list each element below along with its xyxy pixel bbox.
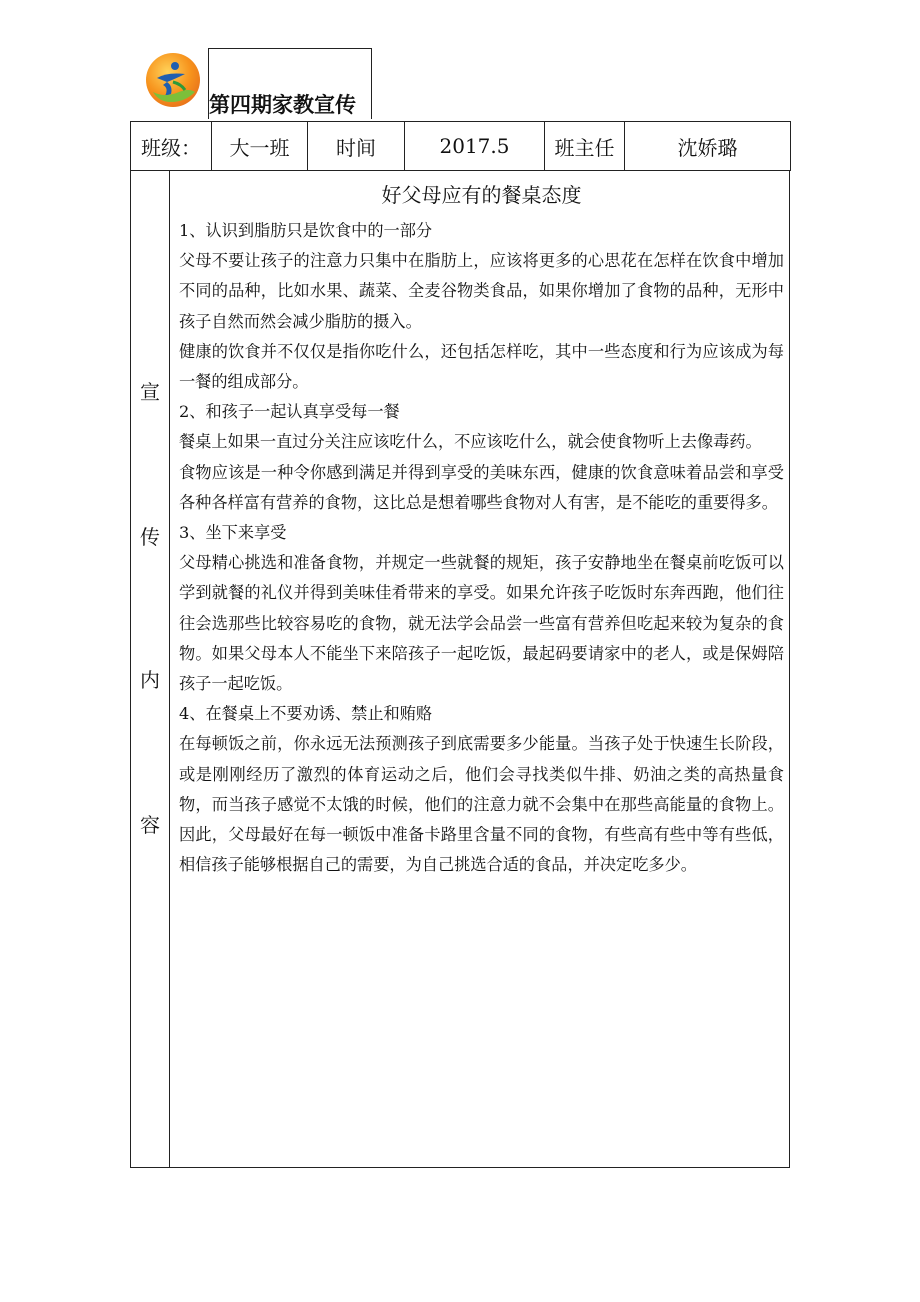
side-label-char: 传 bbox=[140, 525, 160, 549]
section-heading: 2、和孩子一起认真享受每一餐 bbox=[179, 402, 400, 422]
paragraph: 食物应该是一种令你感到满足并得到享受的美味东西，健康的饮食意味着品尝和享受各种各样富有营养的食物，这比总是想着哪些食物对人有害，是不能吃的重要得多。 bbox=[179, 462, 784, 512]
class-label: 班级： bbox=[131, 122, 212, 171]
section-heading: 4、在餐桌上不要劝诱、禁止和贿赂 bbox=[179, 704, 433, 724]
info-table bbox=[130, 121, 791, 171]
article bbox=[179, 178, 784, 880]
content-box bbox=[130, 170, 790, 1168]
info-row bbox=[131, 122, 791, 171]
side-label-char: 容 bbox=[140, 813, 160, 837]
issue-title: 第四期家教宣传 bbox=[209, 93, 356, 117]
title-box bbox=[208, 48, 372, 119]
teacher-value: 沈娇璐 bbox=[625, 122, 791, 171]
class-value: 大一班 bbox=[212, 122, 308, 171]
article-title: 好父母应有的餐桌态度 bbox=[381, 183, 582, 207]
paragraph: 父母不要让孩子的注意力只集中在脂肪上，应该将更多的心思花在怎样在饮食中增加不同的品种，比如水果、蔬菜、全麦谷物类食品，如果你增加了食物的品种，无形中孩子自然而然会减少脂肪的摄入。 bbox=[179, 251, 784, 331]
side-label-char: 宣 bbox=[140, 380, 160, 404]
section-heading: 1、认识到脂肪只是饮食中的一部分 bbox=[179, 221, 433, 240]
time-value: 2017.5 bbox=[405, 122, 545, 171]
school-logo bbox=[145, 52, 201, 108]
paragraph: 在每顿饭之前，你永远无法预测孩子到底需要多少能量。当孩子处于快速生长阶段，或是刚刚经历了激烈的体育运动之后，他们会寻找类似牛排、奶油之类的高热量食物，而当孩子感觉不太饿的时候，他们的注意力就不会集中在那些高能量的食物上。因此，父母最好在每一顿饭中准备卡路里含量不同的食物，有些高有些中等有些低，相信孩子能够根据自己的需要，为自己挑选合适的食品，并决定吃多少。 bbox=[179, 734, 784, 875]
paragraph: 父母精心挑选和准备食物，并规定一些就餐的规矩，孩子安静地坐在餐桌前吃饭可以学到就餐的礼仪并得到美味佳肴带来的享受。如果允许孩子吃饭时东奔西跑，他们往往会选那些比较容易吃的食物，就无法学会品尝一些富有营养但吃起来较为复杂的食物。如果父母本人不能坐下来陪孩子一起吃饭，最起码要请家中的老人，或是保姆陪孩子一起吃饭。 bbox=[179, 553, 784, 694]
side-label-char: 内 bbox=[140, 668, 160, 692]
section-heading: 3、坐下来享受 bbox=[179, 523, 287, 543]
paragraph: 健康的饮食并不仅仅是指你吃什么，还包括怎样吃，其中一些态度和行为应该成为每一餐的组成部分。 bbox=[179, 341, 784, 392]
teacher-label: 班主任 bbox=[545, 122, 625, 171]
paragraph: 餐桌上如果一直过分关注应该吃什么，不应该吃什么，就会使食物听上去像毒药。 bbox=[179, 432, 762, 452]
time-label: 时间 bbox=[308, 122, 405, 171]
side-label-column bbox=[131, 170, 170, 1167]
